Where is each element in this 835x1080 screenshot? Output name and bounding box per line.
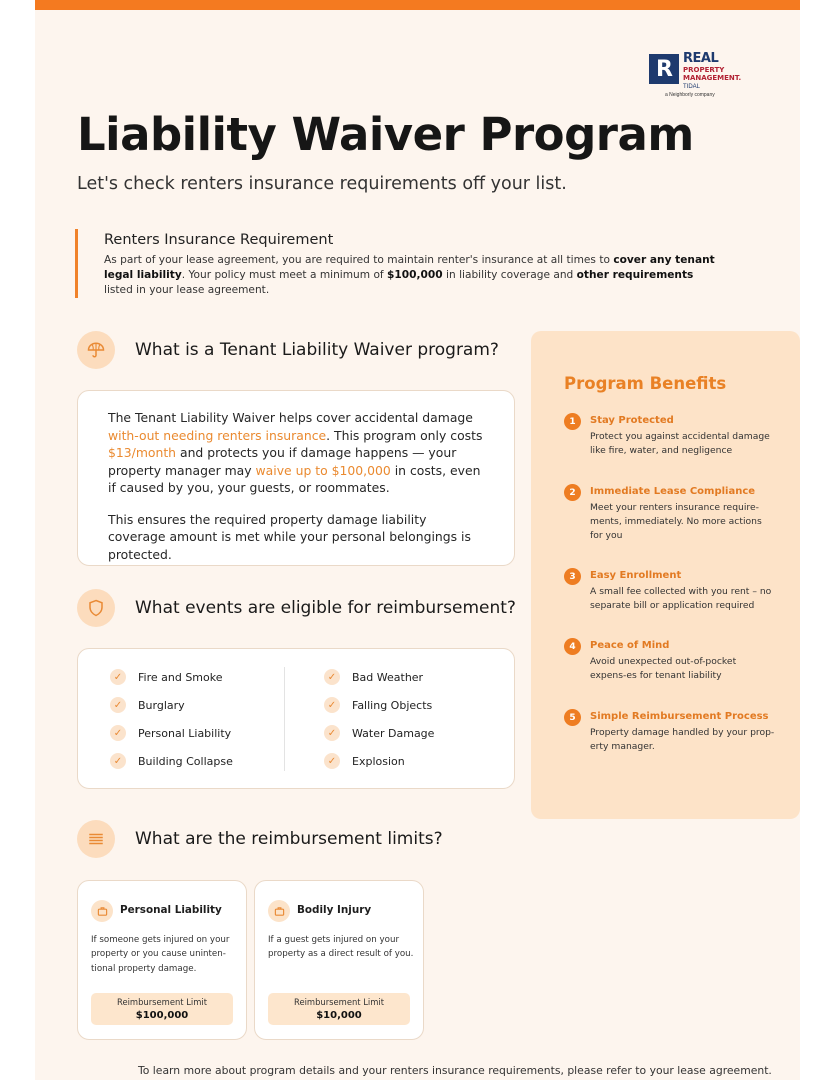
check-icon: ✓ xyxy=(324,725,340,741)
logo-text-tidal: TIDAL xyxy=(683,84,701,90)
footer-note: To learn more about program details and your renters insurance requirements, please refer to your lease agreement. xyxy=(138,1064,772,1077)
check-icon: ✓ xyxy=(324,697,340,713)
limit-card-personal-liability xyxy=(77,880,247,1040)
check-icon: ✓ xyxy=(324,753,340,769)
check-icon: ✓ xyxy=(324,669,340,685)
list-item: ✓ Explosion xyxy=(324,747,434,775)
requirement-text: As part of your lease agreement, you are required to maintain renter's insurance at all times to cover any tenant legal liability. Your policy must meet a minimum of $100,000 in liability coverage and other requirements listed in your lease agreement. xyxy=(104,254,715,296)
limits-section-title: What are the reimbursement limits? xyxy=(135,829,443,849)
benefit-number: 3 xyxy=(564,568,581,585)
page-subtitle: Let's check renters insurance requirements off your list. xyxy=(77,174,567,194)
benefit-number: 1 xyxy=(564,413,581,430)
requirement-title: Renters Insurance Requirement xyxy=(104,232,334,248)
events-right-column xyxy=(324,663,434,775)
check-icon: ✓ xyxy=(110,669,126,685)
logo-mark-icon: R xyxy=(649,54,679,84)
limit-card-bodily-injury xyxy=(254,880,424,1040)
check-icon: ✓ xyxy=(110,753,126,769)
events-section-title: What events are eligible for reimbursement? xyxy=(135,598,516,618)
check-icon: ✓ xyxy=(110,697,126,713)
program-benefits-panel xyxy=(531,331,800,819)
benefit-number: 2 xyxy=(564,484,581,501)
benefit-text: Meet your renters insurance require-ments, immediately. No more actions for you xyxy=(590,502,762,541)
logo-text-neighborly: a Neighborly company xyxy=(665,92,715,98)
limit-card-title: Personal Liability xyxy=(120,904,222,916)
benefit-heading: Peace of Mind xyxy=(590,640,670,651)
logo-text-real: REAL xyxy=(683,51,719,66)
benefit-number: 5 xyxy=(564,709,581,726)
benefit-heading: Simple Reimbursement Process xyxy=(590,711,769,722)
list-item: ✓ Bad Weather xyxy=(324,663,434,691)
benefits-title: Program Benefits xyxy=(564,374,727,393)
list-item: ✓ Water Damage xyxy=(324,719,434,747)
benefit-heading: Easy Enrollment xyxy=(590,570,682,581)
requirement-callout xyxy=(75,229,724,298)
logo-text-property: PROPERTY xyxy=(683,66,725,74)
list-icon xyxy=(77,820,115,858)
eligible-events-card xyxy=(77,648,515,789)
benefit-text: Avoid unexpected out-of-pocket expens-es for tenant liability xyxy=(590,656,737,681)
column-divider xyxy=(284,667,285,771)
top-accent-bar xyxy=(35,0,800,10)
limit-amount-box xyxy=(91,993,233,1025)
benefit-text: Property damage handled by your prop-erty manager. xyxy=(590,727,775,752)
umbrella-icon xyxy=(77,331,115,369)
limit-card-text: If someone gets injured on your property or you cause uninten-tional property damage. xyxy=(91,935,230,974)
benefit-heading: Stay Protected xyxy=(590,415,674,426)
limit-label: Reimbursement Limit xyxy=(117,997,207,1007)
benefit-number: 4 xyxy=(564,638,581,655)
limit-value: $10,000 xyxy=(316,1010,362,1021)
limit-label: Reimbursement Limit xyxy=(294,997,384,1007)
waiver-paragraph-2: This ensures the required property damage liability coverage amount is met while your personal belongings is protected. xyxy=(108,511,471,562)
benefit-heading: Immediate Lease Compliance xyxy=(590,486,756,497)
waiver-section-title: What is a Tenant Liability Waiver program? xyxy=(135,340,499,360)
page xyxy=(35,0,800,1080)
events-left-column xyxy=(110,663,233,775)
benefit-text: A small fee collected with you rent – no separate bill or application required xyxy=(590,586,772,611)
list-item: ✓ Building Collapse xyxy=(110,747,233,775)
waiver-explanation-card xyxy=(77,390,515,566)
waiver-paragraph-1: The Tenant Liability Waiver helps cover accidental damage with-out needing renters insurance. This program only costs $13/month and protects you if damage happens — your property manager may waive up to $100,000 in costs, even if caused by you, your guests, or roommates. xyxy=(108,410,483,495)
limit-card-title: Bodily Injury xyxy=(297,904,372,916)
briefcase-icon xyxy=(91,900,113,922)
company-logo xyxy=(649,52,759,102)
check-icon: ✓ xyxy=(110,725,126,741)
list-item: ✓ Falling Objects xyxy=(324,691,434,719)
briefcase-icon xyxy=(268,900,290,922)
list-item: ✓ Personal Liability xyxy=(110,719,233,747)
limit-card-text: If a guest gets injured on your property as a direct result of you. xyxy=(268,935,414,960)
logo-text-management: MANAGEMENT. xyxy=(683,74,742,82)
page-title: Liability Waiver Program xyxy=(77,108,694,161)
benefit-text: Protect you against accidental damage like fire, water, and negligence xyxy=(590,431,770,456)
shield-icon xyxy=(77,589,115,627)
limit-amount-box xyxy=(268,993,410,1025)
list-item: ✓ Fire and Smoke xyxy=(110,663,233,691)
list-item: ✓ Burglary xyxy=(110,691,233,719)
limit-value: $100,000 xyxy=(135,1010,189,1021)
